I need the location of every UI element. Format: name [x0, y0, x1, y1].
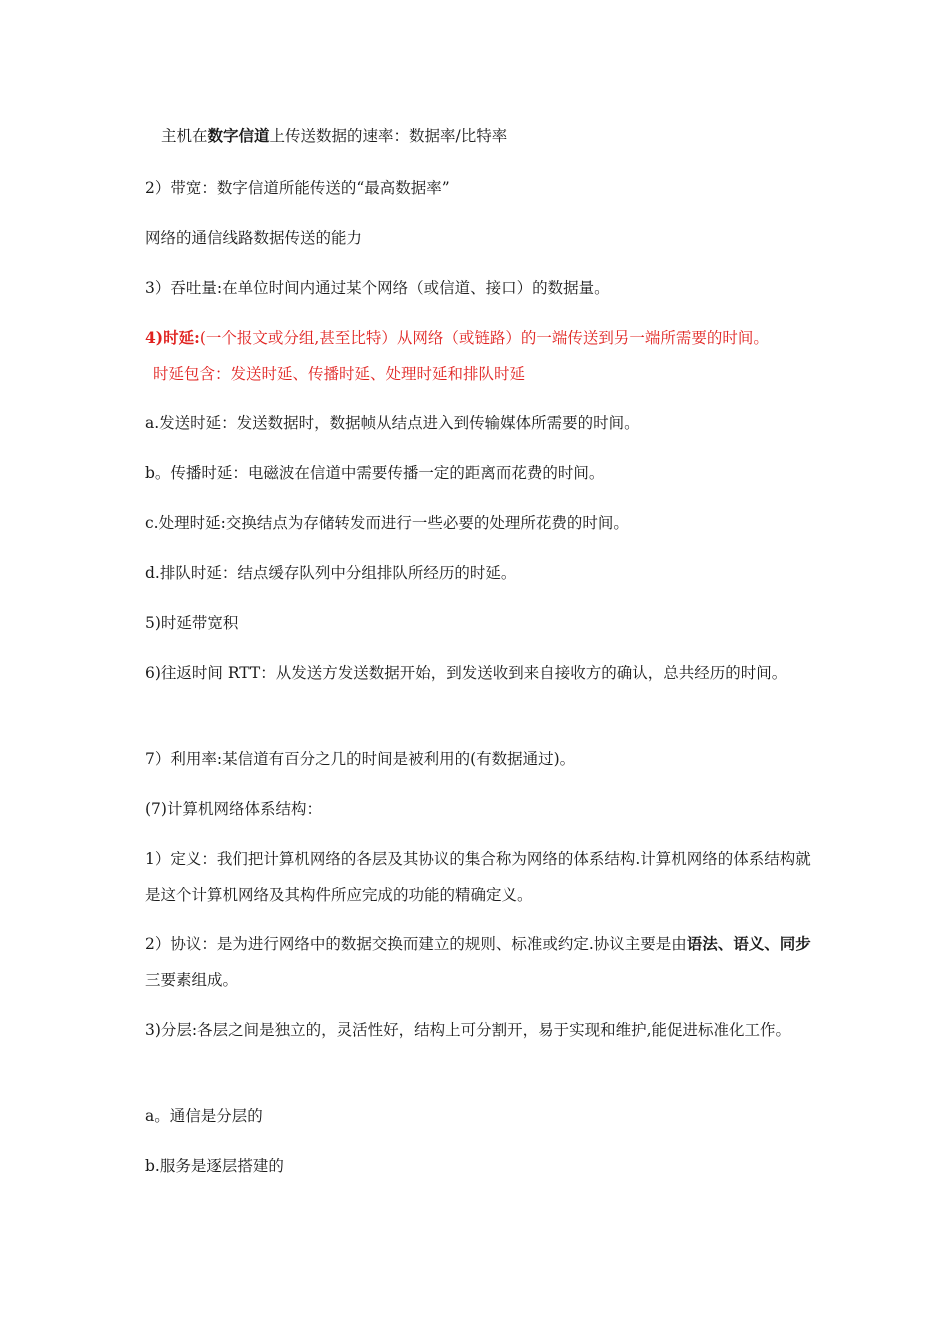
line-protocol: [145, 926, 815, 998]
line-delay-types: 时延包含：发送时延、传播时延、处理时延和排队时延: [153, 365, 526, 383]
line-layering: 3)分层:各层之间是独立的，灵活性好，结构上可分割开，易于实现和维护,能促进标准化工作。: [145, 1021, 792, 1039]
line-processing-delay: c.处理时延:交换结点为存储转发而进行一些必要的处理所花费的时间。: [145, 514, 629, 532]
line-layered-communication: a。通信是分层的: [145, 1107, 263, 1125]
line-queueing-delay: d.排队时延：结点缓存队列中分组排队所经历的时延。: [145, 564, 517, 582]
line-delay-bandwidth-product: 5)时延带宽积: [145, 614, 239, 632]
line-delay: [145, 320, 815, 356]
text-bold: 数字信道: [207, 126, 270, 145]
text-pre: 2）协议：是为进行网络中的数据交换而建立的规则、标准或约定.协议主要是由: [145, 935, 687, 953]
line-throughput: 3）吞吐量:在单位时间内通过某个网络（或信道、接口）的数据量。: [145, 279, 610, 297]
text-post: (一个报文或分组,甚至比特）从网络（或链路）的一端传送到另一端所需要的时间。: [199, 329, 769, 347]
line-utilization: 7）利用率:某信道有百分之几的时间是被利用的(有数据通过)。: [145, 750, 576, 768]
text-bold: 4)时延:: [145, 328, 200, 347]
line-data-rate: [161, 118, 831, 154]
text-bold: 语法、语义、同步: [686, 934, 811, 953]
line-definition: 1）定义：我们把计算机网络的各层及其协议的集合称为网络的体系结构.计算机网络的体系结构就是这个计算机网络及其构件所应完成的功能的精确定义。: [145, 850, 811, 904]
line-architecture-heading: (7)计算机网络体系结构：: [145, 800, 322, 818]
line-bandwidth: 2）带宽：数字信道所能传送的“最高数据率”: [145, 179, 450, 197]
line-rtt: 6)往返时间 RTT：从发送方发送数据开始，到发送收到来自接收方的确认，总共经历的时间。: [145, 664, 788, 682]
text-pre: 主机在: [161, 127, 208, 145]
line-layered-services: b.服务是逐层搭建的: [145, 1157, 284, 1175]
text-post: 上传送数据的速率：数据率/比特率: [269, 127, 508, 145]
line-transmission-delay: a.发送时延：发送数据时，数据帧从结点进入到传输媒体所需要的时间。: [145, 414, 640, 432]
line-bandwidth-desc: 网络的通信线路数据传送的能力: [145, 229, 363, 247]
line-propagation-delay: b。传播时延：电磁波在信道中需要传播一定的距离而花费的时间。: [145, 464, 605, 482]
text-post: 三要素组成。: [145, 971, 239, 989]
